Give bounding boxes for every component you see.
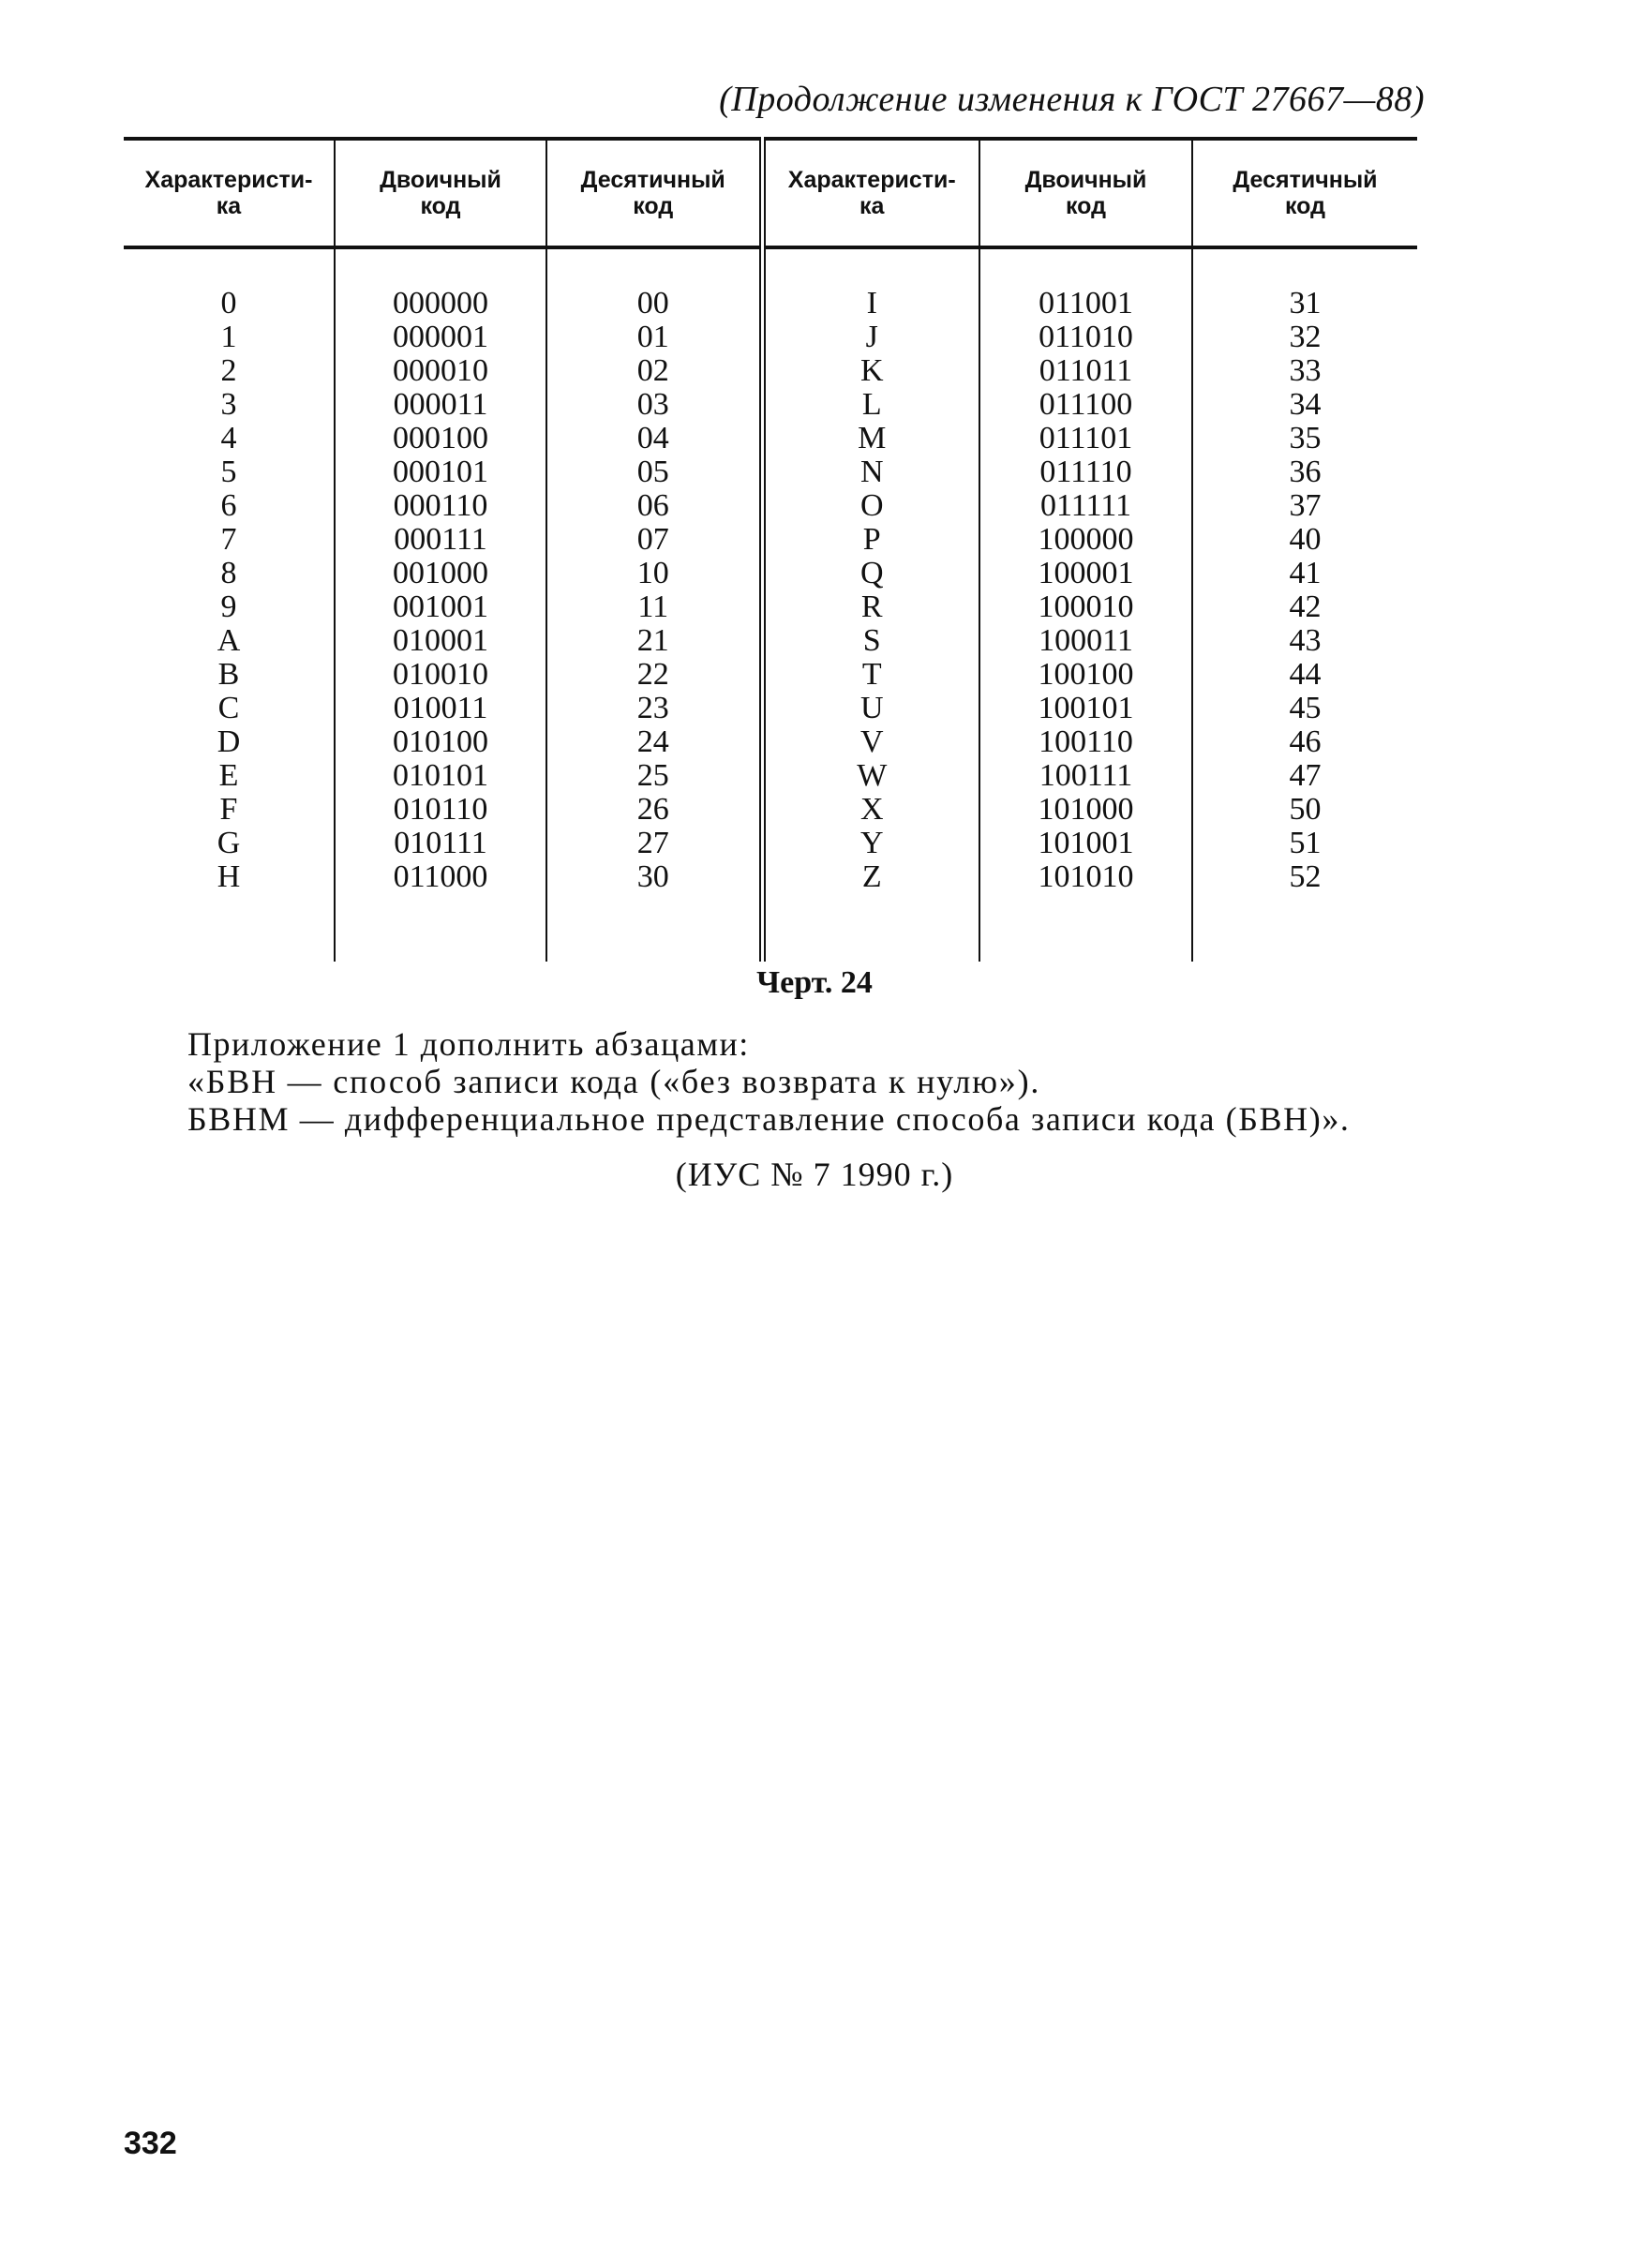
table-cell-decimal-code-1: 01 <box>546 321 762 354</box>
table-cell-binary-code-1: 000101 <box>335 455 546 489</box>
table-cell-binary-code-2: 100011 <box>979 624 1192 658</box>
table-cell-binary-code-1: 010110 <box>335 793 546 827</box>
table-cell-characteristic-2: P <box>762 523 979 557</box>
table-cell-characteristic-1: C <box>124 692 335 725</box>
table-cell-binary-code-2: 100101 <box>979 692 1192 725</box>
table-cell-binary-code-2: 100001 <box>979 557 1192 590</box>
column-header-decimal-code-2: Десятичный код <box>1192 139 1417 247</box>
table-row <box>124 247 1417 321</box>
table-cell-characteristic-1: 6 <box>124 489 335 523</box>
table-cell-characteristic-1: A <box>124 624 335 658</box>
table-spacer-cell <box>1192 894 1417 962</box>
table-cell-binary-code-2: 011110 <box>979 455 1192 489</box>
table-cell-characteristic-1: 2 <box>124 354 335 388</box>
table-cell-binary-code-1: 010011 <box>335 692 546 725</box>
table-cell-characteristic-2: U <box>762 692 979 725</box>
table-cell-binary-code-1: 010010 <box>335 658 546 692</box>
table-row <box>124 354 1417 388</box>
table-cell-decimal-code-1: 10 <box>546 557 762 590</box>
table-cell-decimal-code-2: 50 <box>1289 792 1322 827</box>
table-cell-decimal-code-1: 07 <box>546 523 762 557</box>
table-cell-characteristic-2: T <box>762 658 979 692</box>
table-spacer-cell <box>762 894 979 962</box>
table-cell-binary-code-2: 011010 <box>979 321 1192 354</box>
table-cell-decimal-code-1: 03 <box>546 388 762 422</box>
table-cell-decimal-code-1: 05 <box>546 455 762 489</box>
table-body <box>124 247 1417 962</box>
table-cell-characteristic-1: 7 <box>124 523 335 557</box>
body-line-3: БВНМ — дифференциальное представление способа записи кода (БВН)». <box>187 1100 1351 1138</box>
table-row <box>124 321 1417 354</box>
table-cell-decimal-code-2: 34 <box>1289 387 1322 422</box>
table-cell-characteristic-2: S <box>762 624 979 658</box>
table-cell-characteristic-2: R <box>762 590 979 624</box>
table-row <box>124 725 1417 759</box>
table-cell-decimal-code-1: 04 <box>546 422 762 455</box>
table-cell-decimal-code-2: 33 <box>1289 353 1322 388</box>
table-cell-decimal-code-1: 30 <box>546 860 762 894</box>
table-cell-decimal-code-1: 21 <box>546 624 762 658</box>
column-header-characteristic-2: Характеристи- ка <box>762 139 979 247</box>
table-cell-binary-code-2: 011101 <box>979 422 1192 455</box>
table-cell-decimal-code-2: 32 <box>1289 320 1322 354</box>
table-row <box>124 523 1417 557</box>
table-row <box>124 759 1417 793</box>
table-cell-decimal-code-2: 37 <box>1289 488 1322 523</box>
table-cell-binary-code-1: 010111 <box>335 827 546 860</box>
table-cell-binary-code-2: 011011 <box>979 354 1192 388</box>
table-cell-decimal-code-2: 40 <box>1289 522 1322 557</box>
table-cell-characteristic-1: E <box>124 759 335 793</box>
table-cell-decimal-code-2: 47 <box>1289 758 1322 793</box>
table-cell-decimal-code-1: 06 <box>546 489 762 523</box>
table-cell-characteristic-2: J <box>762 321 979 354</box>
table-cell-decimal-code-1: 23 <box>546 692 762 725</box>
figure-caption: Черт. 24 <box>756 965 873 1000</box>
table-spacer-cell <box>546 894 762 962</box>
table-cell-decimal-code-2: 41 <box>1289 556 1322 590</box>
table-cell-characteristic-2: N <box>762 455 979 489</box>
table-header-row <box>124 139 1417 247</box>
table-header <box>124 139 1417 247</box>
table-cell-characteristic-2: X <box>762 793 979 827</box>
table-cell-decimal-code-2: 42 <box>1289 589 1322 624</box>
table-cell-characteristic-2: I <box>762 247 979 321</box>
code-table <box>124 137 1417 962</box>
table-row <box>124 388 1417 422</box>
table-cell-decimal-code-1: 11 <box>546 590 762 624</box>
table-cell-decimal-code-2: 46 <box>1289 724 1322 759</box>
table-row <box>124 455 1417 489</box>
table-cell-binary-code-1: 010101 <box>335 759 546 793</box>
table-cell-characteristic-2: L <box>762 388 979 422</box>
table-cell-decimal-code-2: 51 <box>1289 826 1322 860</box>
table-cell-decimal-code-1: 02 <box>546 354 762 388</box>
table-cell-characteristic-2: V <box>762 725 979 759</box>
table-cell-characteristic-2: M <box>762 422 979 455</box>
table-cell-binary-code-2: 100000 <box>979 523 1192 557</box>
table-cell-characteristic-1: 8 <box>124 557 335 590</box>
table-cell-decimal-code-1: 25 <box>546 759 762 793</box>
table-cell-binary-code-1: 001001 <box>335 590 546 624</box>
table-cell-decimal-code-2: 35 <box>1289 421 1322 455</box>
table-cell-decimal-code-2: 43 <box>1289 623 1322 658</box>
table-row <box>124 422 1417 455</box>
table-cell-decimal-code-2: 36 <box>1289 455 1322 489</box>
source-reference: (ИУС № 7 1990 г.) <box>675 1156 954 1193</box>
table-cell-decimal-code-1: 22 <box>546 658 762 692</box>
table-cell-binary-code-1: 001000 <box>335 557 546 590</box>
table-cell-characteristic-2: W <box>762 759 979 793</box>
table-cell-characteristic-1: 0 <box>124 247 335 321</box>
table-cell-binary-code-1: 010001 <box>335 624 546 658</box>
table-cell-binary-code-1: 000111 <box>335 523 546 557</box>
table-spacer-cell <box>124 894 335 962</box>
table-row <box>124 489 1417 523</box>
table-cell-characteristic-1: 4 <box>124 422 335 455</box>
table-cell-decimal-code-2: 52 <box>1289 859 1322 894</box>
table-cell-characteristic-2: O <box>762 489 979 523</box>
table-cell-decimal-code-2: 44 <box>1289 657 1322 692</box>
table-cell-binary-code-2: 100100 <box>979 658 1192 692</box>
body-line-2: «БВН — способ записи кода («без возврата к нулю»). <box>187 1063 1041 1100</box>
table-cell-binary-code-2: 011100 <box>979 388 1192 422</box>
table-cell-characteristic-1: 3 <box>124 388 335 422</box>
table-cell-characteristic-1: D <box>124 725 335 759</box>
table-cell-binary-code-2: 011001 <box>979 247 1192 321</box>
running-title: (Продолжение изменения к ГОСТ 27667—88) <box>719 80 1425 119</box>
table-row <box>124 793 1417 827</box>
table-cell-decimal-code-2: 31 <box>1289 286 1322 321</box>
table-cell-characteristic-1: 9 <box>124 590 335 624</box>
table-cell-characteristic-1: B <box>124 658 335 692</box>
table-cell-binary-code-1: 011000 <box>335 860 546 894</box>
table-row <box>124 860 1417 894</box>
table-row <box>124 590 1417 624</box>
table-cell-binary-code-2: 101010 <box>979 860 1192 894</box>
table-spacer-cell <box>979 894 1192 962</box>
table-cell-characteristic-1: 1 <box>124 321 335 354</box>
table-spacer-row <box>124 894 1417 962</box>
table-cell-binary-code-1: 000100 <box>335 422 546 455</box>
table-cell-characteristic-2: Q <box>762 557 979 590</box>
table-row <box>124 658 1417 692</box>
table-cell-binary-code-2: 101000 <box>979 793 1192 827</box>
table-row <box>124 827 1417 860</box>
table-cell-binary-code-1: 000110 <box>335 489 546 523</box>
table-cell-characteristic-1: H <box>124 860 335 894</box>
table-cell-decimal-code-1: 27 <box>546 827 762 860</box>
column-header-binary-code-1: Двоичный код <box>335 139 546 247</box>
table-cell-decimal-code-2: 45 <box>1289 691 1322 725</box>
table-cell-characteristic-2: Z <box>762 860 979 894</box>
table-cell-decimal-code-1: 26 <box>546 793 762 827</box>
column-header-binary-code-2: Двоичный код <box>979 139 1192 247</box>
table-cell-binary-code-1: 000000 <box>335 247 546 321</box>
page-number: 332 <box>124 2126 177 2161</box>
table-cell-characteristic-1: F <box>124 793 335 827</box>
table-cell-characteristic-2: Y <box>762 827 979 860</box>
table-cell-binary-code-2: 011111 <box>979 489 1192 523</box>
table-cell-characteristic-2: K <box>762 354 979 388</box>
table-spacer-cell <box>335 894 546 962</box>
body-line-1: Приложение 1 дополнить абзацами: <box>187 1025 750 1063</box>
table-cell-characteristic-1: 5 <box>124 455 335 489</box>
table-row <box>124 624 1417 658</box>
table-cell-characteristic-1: G <box>124 827 335 860</box>
table-row <box>124 557 1417 590</box>
table-cell-binary-code-2: 100111 <box>979 759 1192 793</box>
table-cell-binary-code-2: 101001 <box>979 827 1192 860</box>
table-row <box>124 692 1417 725</box>
table-cell-binary-code-2: 100110 <box>979 725 1192 759</box>
table-cell-binary-code-1: 010100 <box>335 725 546 759</box>
table-cell-binary-code-1: 000001 <box>335 321 546 354</box>
table-cell-binary-code-1: 000011 <box>335 388 546 422</box>
table-cell-binary-code-2: 100010 <box>979 590 1192 624</box>
table-cell-decimal-code-1: 00 <box>546 247 762 321</box>
table-cell-binary-code-1: 000010 <box>335 354 546 388</box>
column-header-characteristic-1: Характеристи- ка <box>124 139 335 247</box>
table-cell-decimal-code-1: 24 <box>546 725 762 759</box>
column-header-decimal-code-1: Десятичный код <box>546 139 762 247</box>
